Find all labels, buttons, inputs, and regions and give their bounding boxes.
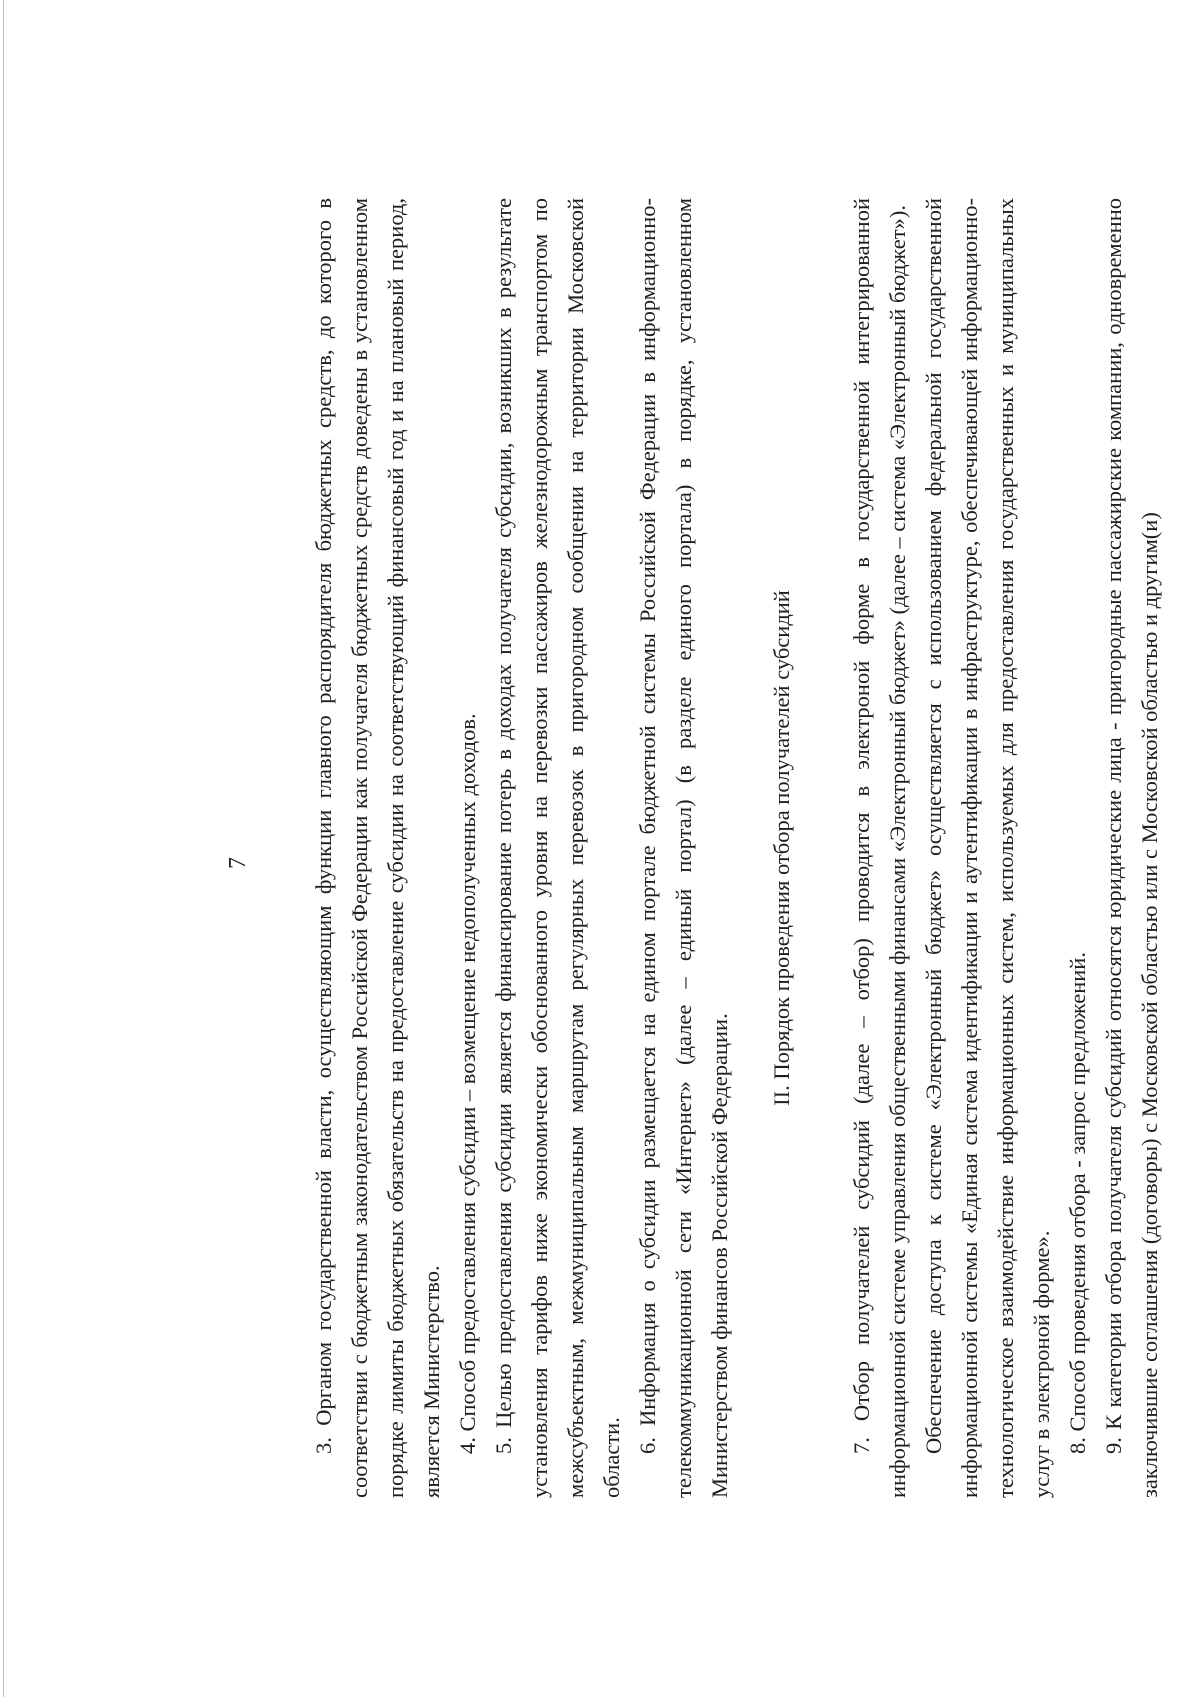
paragraph-4: 4. Способ предоставления субсидии – возмещение недополученных доходов. [455,713,480,1454]
paragraph-9: 9. К категории отбора получателя субсидий относятся юридические лица - пригородные пассажирские компании, одновременно заключившие соглашения (договоры) с Московской областью или с Московской областью и другим(и) [1101,198,1162,1498]
paragraph-7-continued: Обеспечение доступа к системе «Электронный бюджет» осуществляется с использованием федеральной государственной информационной системы «Единая система идентификации и аутентификации в инфраструктуре, обеспечивающей информационно-технологическое взаимодействие информационных систем, используемых для предоставления государственных и муниципальных услуг в электроной форме». [921,198,1054,1498]
section-2-heading-block [764,198,800,1498]
section-heading: II. Порядок проведения отбора получателей субсидий [769,590,794,1106]
binding-edge-line [3,0,4,1697]
paragraph-6: 6. Информация о субсидии размещается на едином портале бюджетной системы Российской Федерации в информационно-телекоммуникационной сети «Интернет» (далее – единый портал) (в разделе единого портала) в порядке, установленном Министерством финансов Российской Федерации. [635,198,732,1498]
paragraph-8: 8. Способ проведения отбора - запрос предложений. [1065,952,1090,1454]
rotated-content [100,68,1162,1628]
paragraph-7: 7. Отбор получателей субсидий (далее – отбор) проводится в электроной форме в государственной интегрированной информационной системе управления общественными финансами «Электронный бюджет» (далее – система «Электронный бюджет»). [849,198,910,1498]
paragraph-3: 3. Органом государственной власти, осуществляющим функции главного распорядителя бюджетных средств, до которого в соответствии с бюджетным законодательством Российской Федерации как получателя бюджетных средств доведены в установленном порядке лимиты бюджетных обязательств на предоставление субсидии на соответствующий финансовый год и на плановый период, является Министерство. [311,198,444,1498]
section-1 [306,198,738,1498]
section-2 [844,198,1168,1498]
paragraph-5: 5. Целью предоставления субсидии является финансирование потерь в доходах получателя субсидии, возникших в результате установления тарифов ниже экономически обоснованного уровня на перевозки пассажиров железнодорожным транспортом по межсубъектным, межмуниципальным маршрутам регулярных перевозок в пригородном сообщении на территории Московской области. [491,198,624,1498]
page-number: 7 [225,857,251,869]
